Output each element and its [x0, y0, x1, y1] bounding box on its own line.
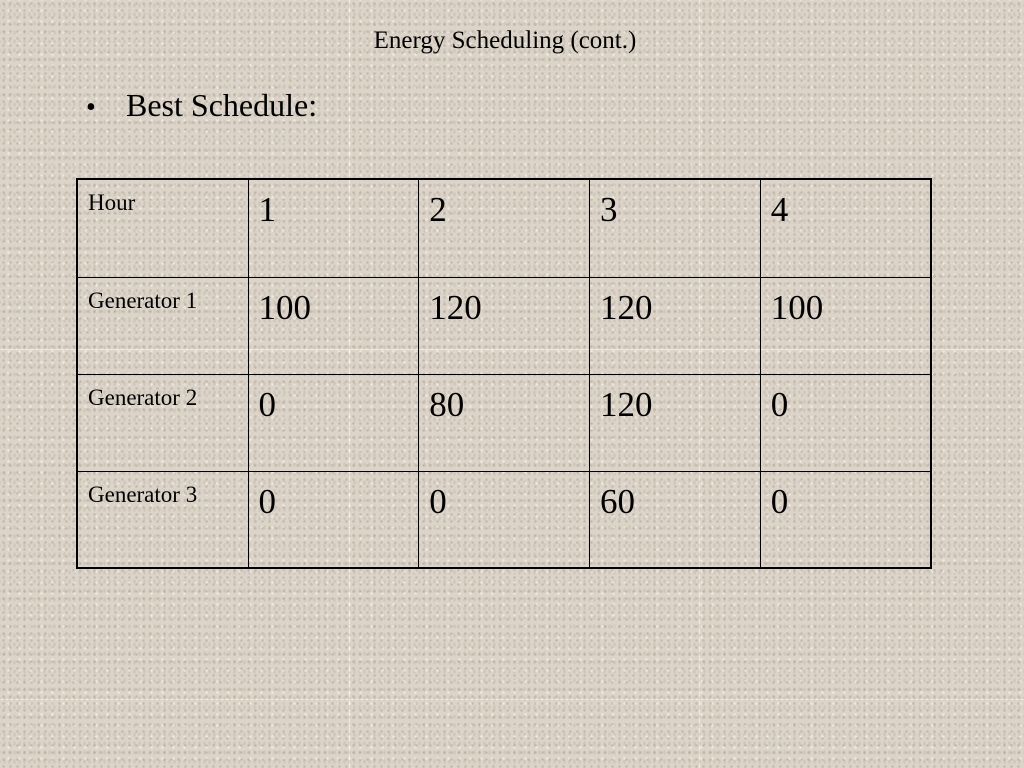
bullet-marker: • — [86, 92, 96, 123]
table-row-generator-2 — [77, 374, 931, 471]
table-cell: 0 — [248, 374, 419, 471]
table-cell: 120 — [590, 277, 761, 374]
table-row-hour — [77, 179, 931, 277]
table-cell: 80 — [419, 374, 590, 471]
row-label: Generator 3 — [77, 471, 248, 568]
table-row-generator-1 — [77, 277, 931, 374]
table-cell: 120 — [590, 374, 761, 471]
table-cell: 100 — [248, 277, 419, 374]
row-label: Generator 1 — [77, 277, 248, 374]
table-row-generator-3 — [77, 471, 931, 568]
table-cell: 60 — [590, 471, 761, 568]
table-cell: 2 — [419, 179, 590, 277]
row-label: Hour — [77, 179, 248, 277]
table-cell: 0 — [419, 471, 590, 568]
bullet-text: Best Schedule: — [126, 87, 318, 123]
table-cell: 3 — [590, 179, 761, 277]
bullet-item — [86, 86, 317, 127]
row-label: Generator 2 — [77, 374, 248, 471]
table-cell: 4 — [760, 179, 931, 277]
table-cell: 120 — [419, 277, 590, 374]
table-cell: 0 — [760, 471, 931, 568]
table-cell: 1 — [248, 179, 419, 277]
schedule-table — [76, 178, 932, 569]
table-cell: 0 — [760, 374, 931, 471]
table-cell: 100 — [760, 277, 931, 374]
table-cell: 0 — [248, 471, 419, 568]
slide-title: Energy Scheduling (cont.) — [373, 27, 637, 54]
